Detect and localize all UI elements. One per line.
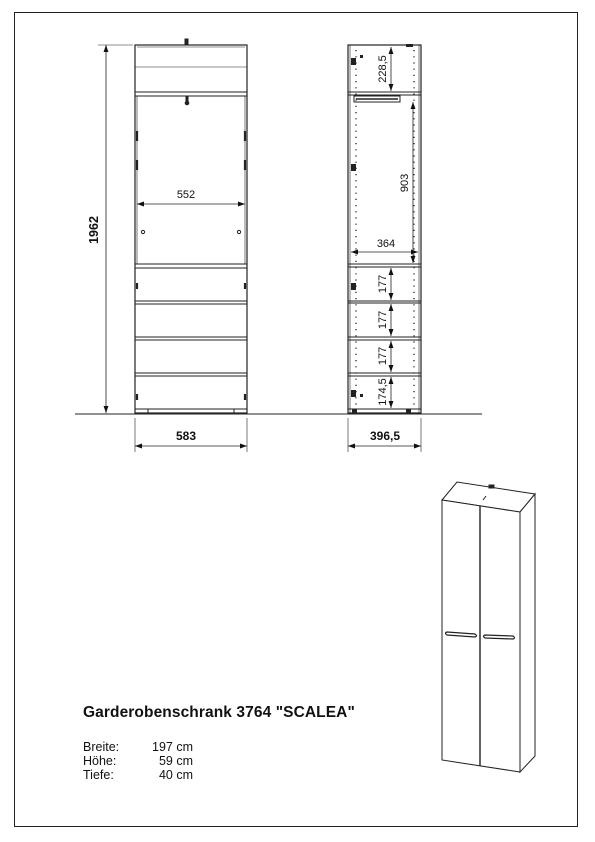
- shelf-2-label: 177: [377, 310, 389, 330]
- spec-row-tiefe: [83, 768, 193, 782]
- spec-label-tiefe: Tiefe:: [83, 768, 114, 782]
- product-title: Garderobenschrank 3764 "SCALEA": [83, 704, 355, 721]
- hanging-space-label: 903: [399, 173, 411, 193]
- clothes-rail-icon: [354, 96, 400, 102]
- shelf-1-label: 177: [377, 274, 389, 294]
- spec-label-hoehe: Höhe:: [83, 754, 117, 768]
- outer-depth-label: 396,5: [369, 429, 401, 443]
- spec-row-breite: [83, 740, 193, 754]
- spec-row-hoehe: [83, 754, 193, 768]
- spec-label-breite: Breite:: [83, 740, 120, 754]
- cabinet-perspective-illustration: [442, 482, 535, 772]
- front-hook-icon: [185, 39, 189, 105]
- shelf-3-label: 177: [377, 346, 389, 366]
- front-view: [135, 45, 247, 413]
- shelf-4-label: 174,5: [377, 378, 389, 406]
- product-specs: [83, 740, 193, 782]
- outer-width-label: 583: [175, 429, 197, 443]
- top-hook-icon: [489, 485, 494, 488]
- spec-value-hoehe: 59 cm: [158, 754, 193, 768]
- height-label: 1962: [87, 216, 101, 244]
- inner-width-label: 552: [176, 189, 196, 201]
- inner-depth-label: 364: [376, 238, 396, 250]
- spec-value-breite: 197 cm: [152, 740, 193, 754]
- top-compartment-label: 228,5: [377, 55, 389, 83]
- spec-value-tiefe: 40 cm: [158, 768, 193, 782]
